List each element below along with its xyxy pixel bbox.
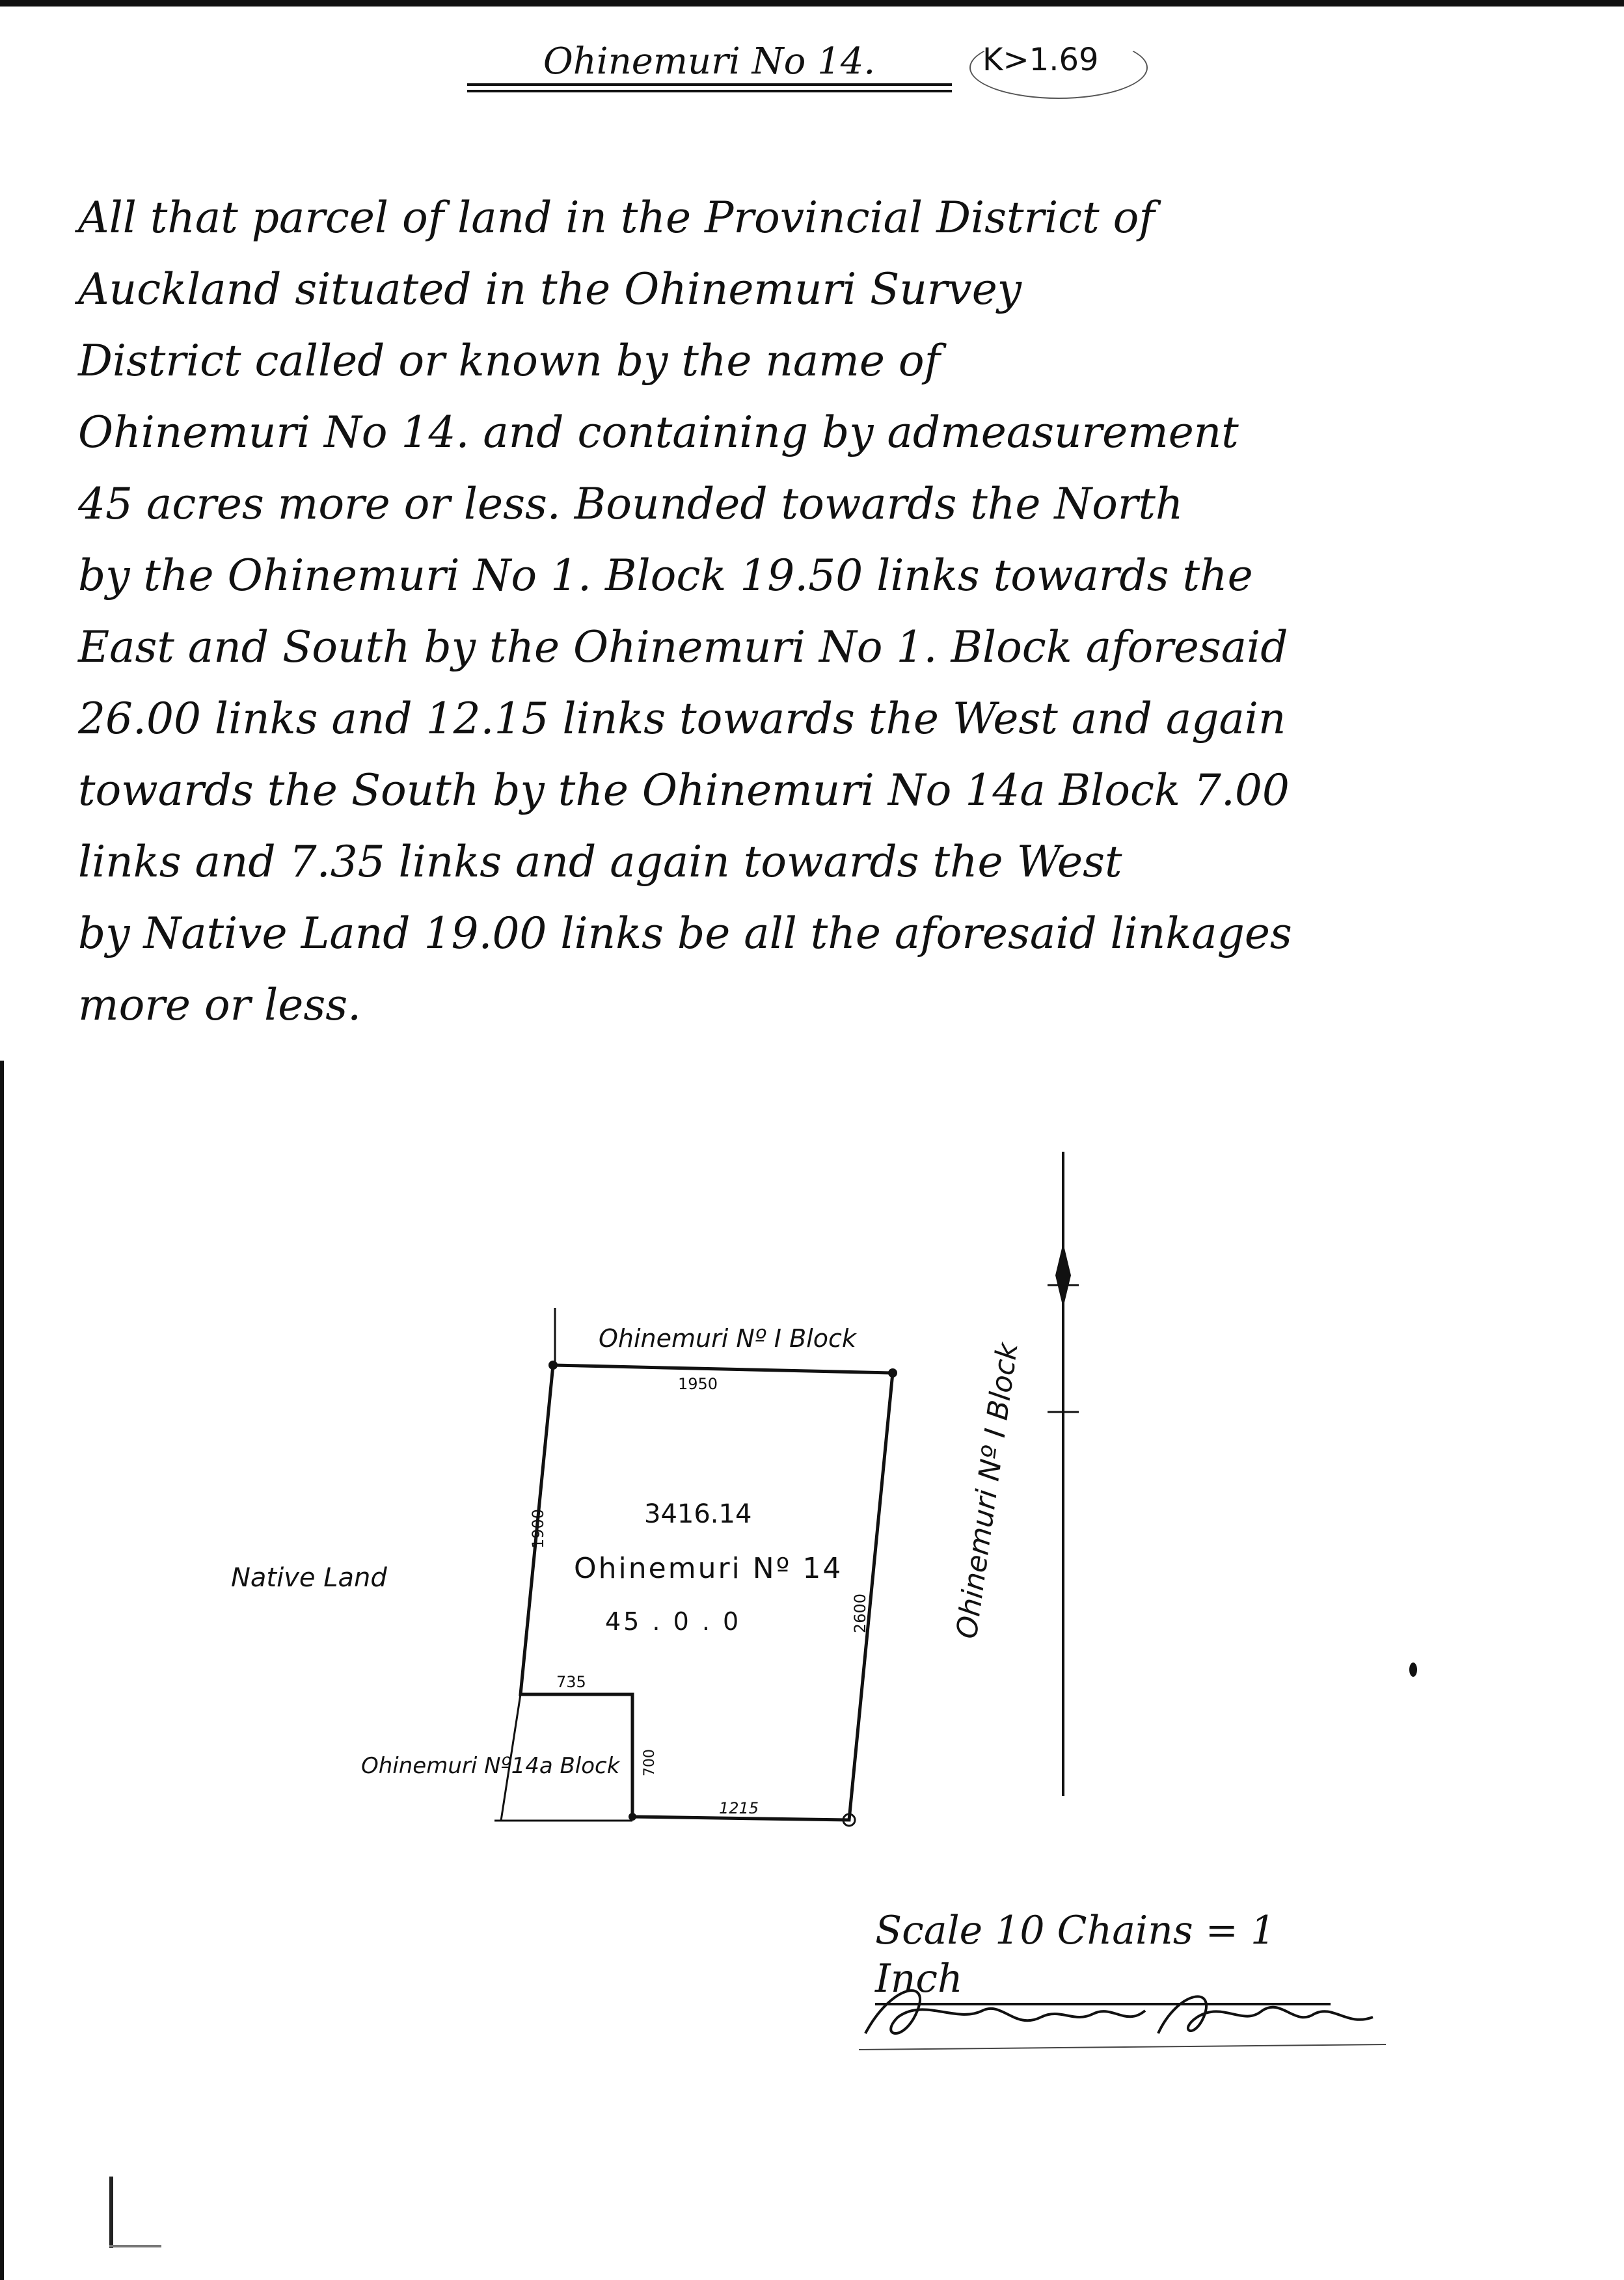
description-line: more or less. — [78, 980, 362, 1030]
corner-peg — [629, 1813, 636, 1821]
corner-peg — [888, 1368, 897, 1378]
description-line: by the Ohinemuri No 1. Block 19.50 links towards the — [78, 550, 1253, 601]
scan-edge-top — [0, 0, 1624, 7]
dimension-south: 1215 — [719, 1799, 759, 1817]
title-double-underline — [467, 90, 952, 92]
scan-corner-mark — [109, 2177, 113, 2248]
scan-corner-mark — [109, 2245, 161, 2247]
description-line: District called or known by the name of — [78, 336, 941, 386]
north-block-label: Ohinemuri Nº I Block — [599, 1324, 856, 1353]
description-line: towards the South by the Ohinemuri No 14a Block 7.00 — [78, 765, 1290, 815]
scale-note: Scale 10 Chains = 1 Inch — [875, 1907, 1331, 2005]
draftsman-signature — [852, 1972, 1399, 2056]
survey-plan — [0, 1106, 1624, 1952]
description-line: 26.00 links and 12.15 links towards the West and again — [78, 694, 1286, 744]
west-native-land-label: Native Land — [231, 1563, 387, 1593]
scan-speck — [1409, 1663, 1417, 1677]
parcel-reference: 3416.14 — [644, 1499, 752, 1529]
parcel-boundary — [521, 1365, 893, 1820]
dimension-north: 1950 — [678, 1375, 718, 1393]
dimension-notch-top: 735 — [556, 1673, 586, 1691]
description-line: East and South by the Ohinemuri No 1. Block aforesaid — [78, 622, 1288, 672]
document-title: Ohinemuri No 14. — [543, 40, 876, 83]
dimension-west: 1900 — [529, 1508, 547, 1549]
description-line: Auckland situated in the Ohinemuri Survey — [78, 264, 1022, 314]
description-line: Ohinemuri No 14. and containing by admeasurement — [78, 407, 1239, 457]
land-description — [78, 182, 1366, 1041]
corner-peg — [548, 1361, 558, 1370]
block-14a-label: Ohinemuri Nº14a Block — [361, 1753, 620, 1779]
parcel-name: Ohinemuri Nº 14 — [574, 1552, 843, 1585]
description-line: 45 acres more or less. Bounded towards the North — [78, 479, 1184, 529]
parcel-area: 45 . 0 . 0 — [605, 1607, 742, 1636]
description-line: links and 7.35 links and again towards the West — [78, 837, 1122, 887]
title-underline — [467, 83, 952, 86]
dimension-east: 2600 — [851, 1593, 869, 1633]
description-line: by Native Land 19.00 links be all the aforesaid linkages — [78, 908, 1292, 958]
dimension-notch-side: 700 — [642, 1749, 658, 1776]
north-arrow-icon — [1055, 1243, 1071, 1308]
description-line: All that parcel of land in the Provincial District of — [78, 193, 1155, 243]
east-block-label: Ohinemuri Nº I Block — [950, 1340, 1025, 1641]
reference-number: K>1.69 — [982, 42, 1099, 78]
